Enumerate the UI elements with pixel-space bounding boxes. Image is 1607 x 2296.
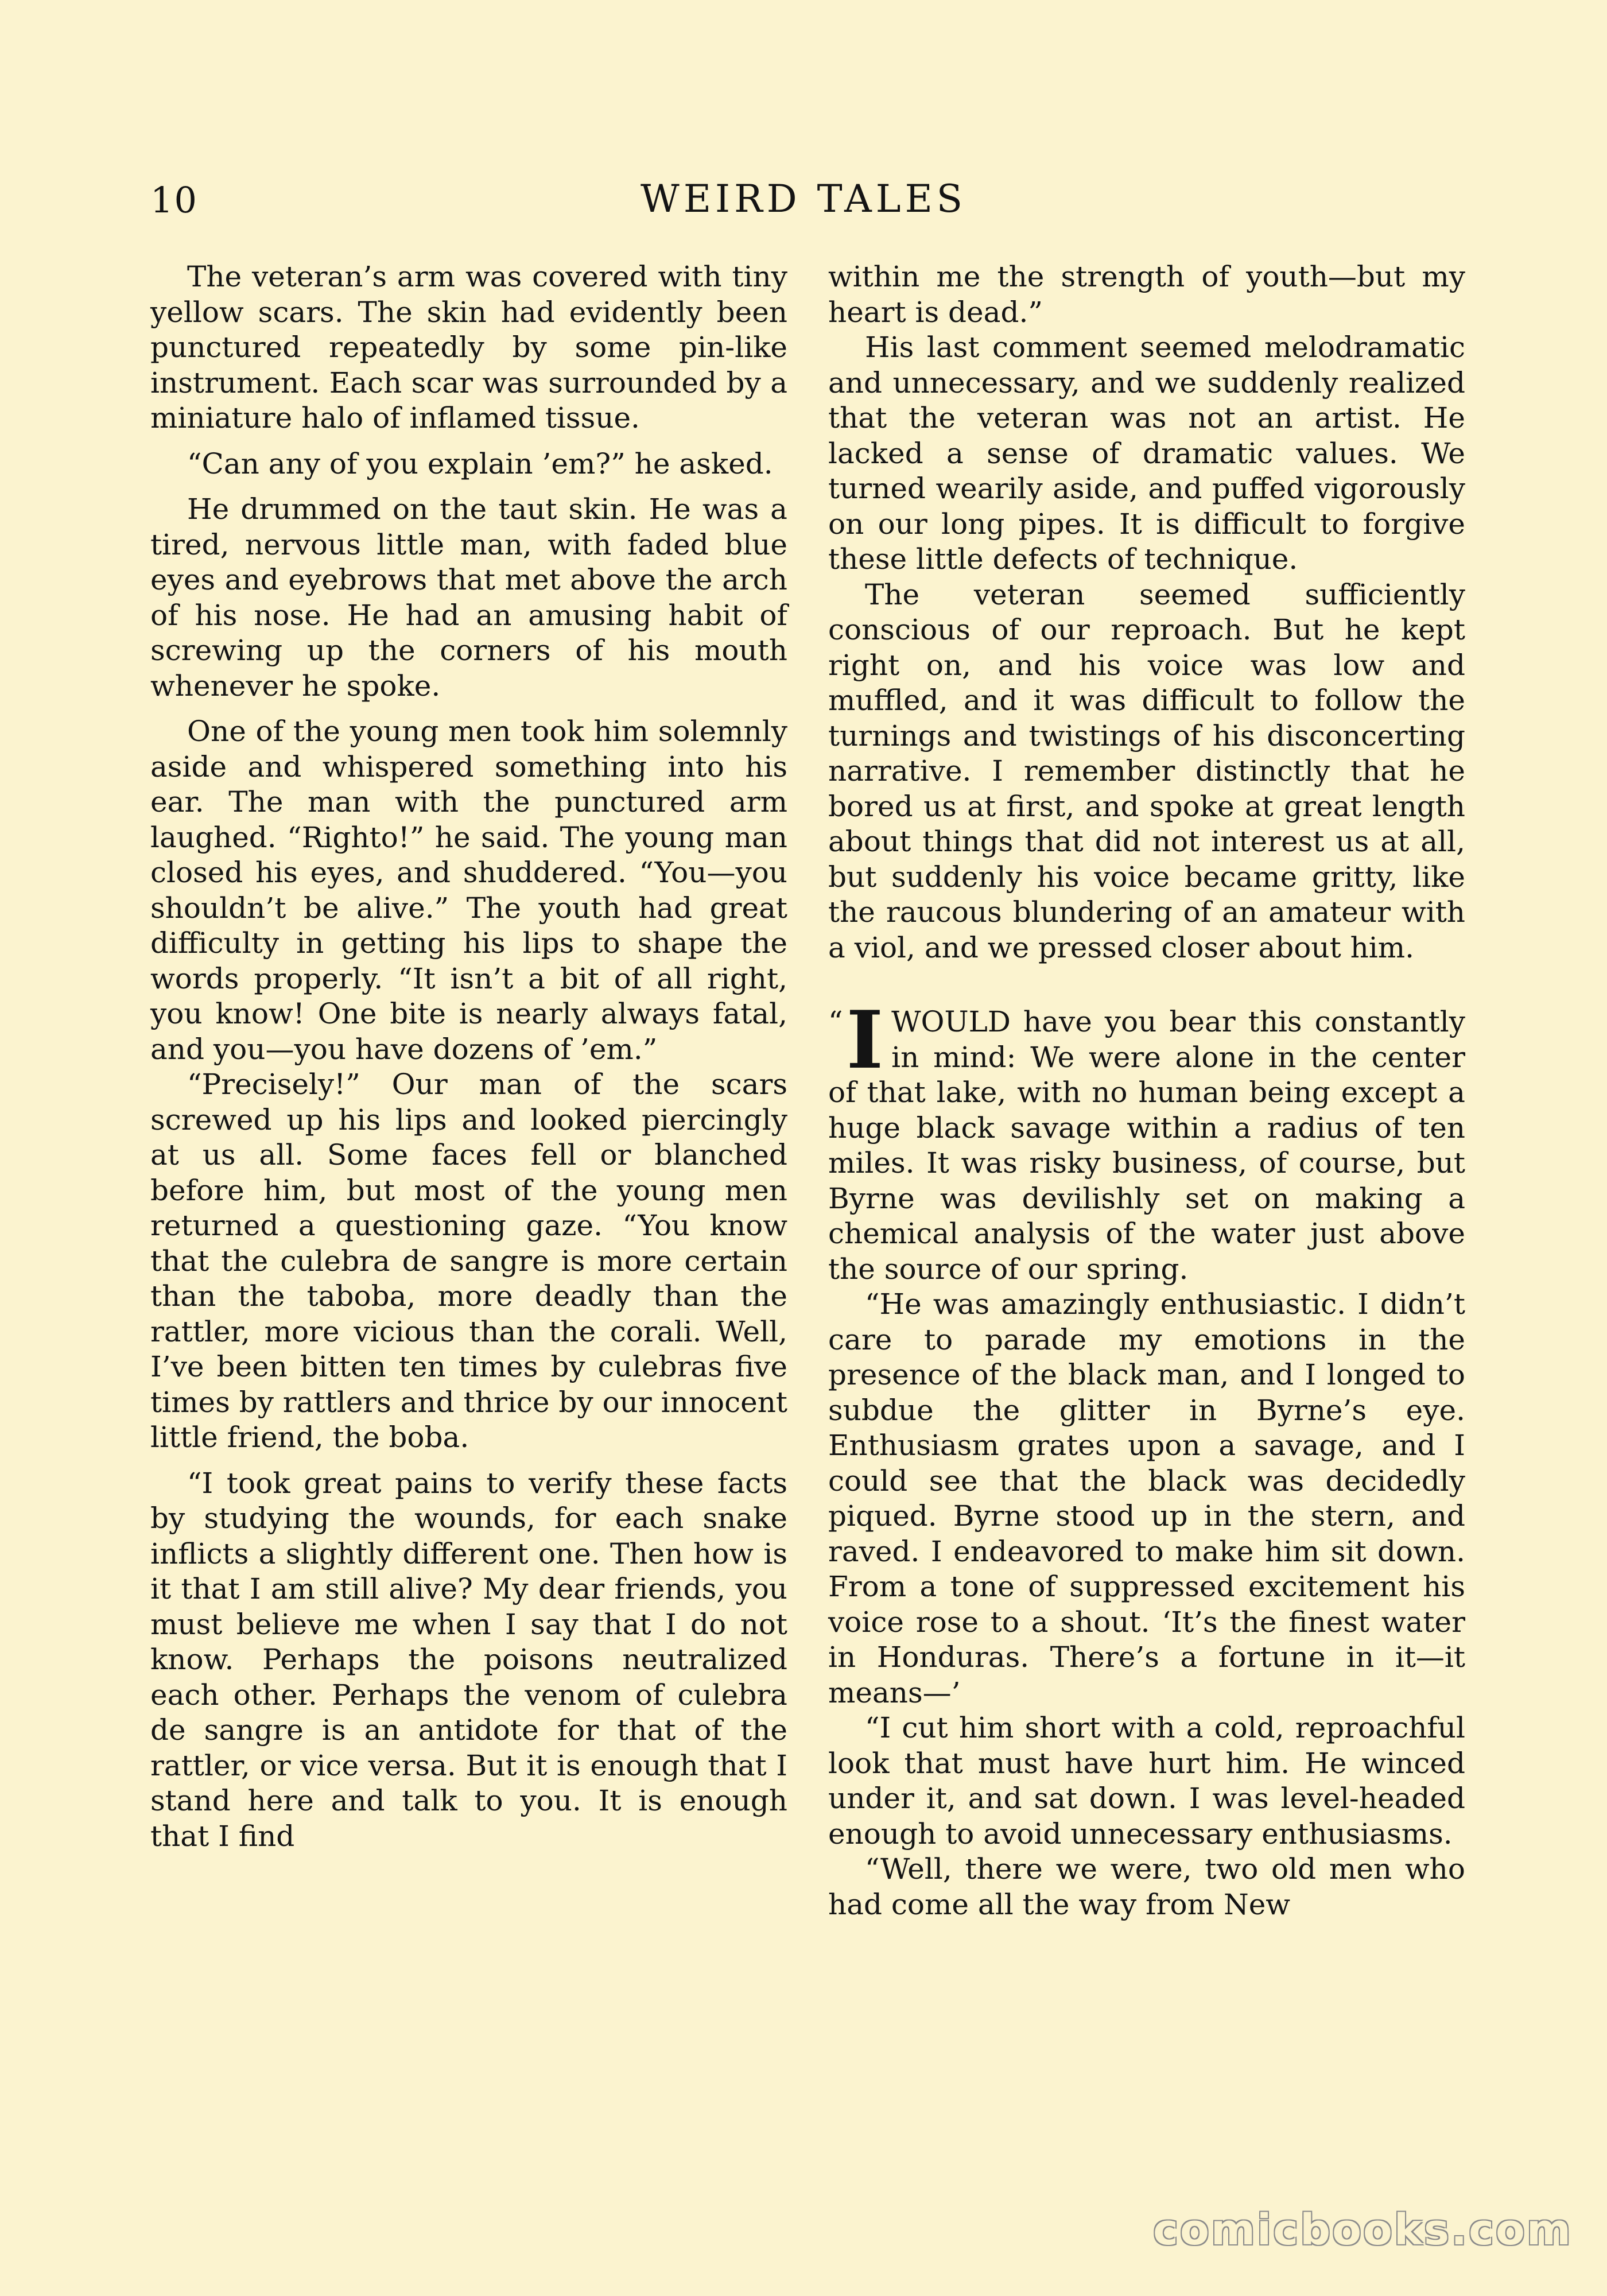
drop-cap: I <box>846 993 884 1087</box>
paragraph: The veteran’s arm was covered with tiny yellow scars. The skin had evidently been punctured repeatedly by some pin-like instrument. Each scar was surrounded by a miniature halo of inflamed tissue. <box>150 260 787 435</box>
paragraph: “Well, there we were, two old men who had come all the way from New <box>828 1852 1465 1921</box>
opening-quote: “ <box>828 1005 843 1038</box>
paragraph: “He was amazingly enthusiastic. I didn’t care to parade my emotions in the presence of the black man, and I longed to subdue the glitter in Byrne’s eye. Enthusiasm grates upon a savage, and I could see that the black was decidedly piqued. Byrne stood up in the stern, and raved. I endeavored to make him sit down. From a tone of suppressed excitement his voice rose to a shout. ‘It’s the finest water in Honduras. There’s a fortune in it—it means—’ <box>828 1287 1465 1709</box>
running-head-title: WEIRD TALES <box>641 177 966 221</box>
left-column <box>150 259 787 1854</box>
paragraph: One of the young men took him solemnly aside and whispered something into his ear. The man with the punctured arm laughed. “Righto!” he said. The young man closed his eyes, and shuddered. “You—you shouldn’t be alive.” The youth had great difficulty in getting his lips to shape the words properly. “It isn’t a bit of all right, you know! One bite is nearly always fatal, and you—you have dozens of ’em.” <box>150 715 787 1066</box>
paragraph: He drummed on the taut skin. He was a tired, nervous little man, with faded blue eyes and eyebrows that met above the arch of his nose. He had an amusing habit of screwing up the corners of his mouth whenever he spoke. <box>150 492 787 703</box>
section-text: WOULD have you bear this constantly in mind: We were alone in the center of that lake, with no human being except a huge black savage within a radius of ten miles. It was risky business, of course, but Byrne was devilishly set on making a chemical analysis of the water just above the source of our spring. <box>828 1005 1465 1286</box>
section-opening-paragraph <box>828 993 1465 1287</box>
paragraph: The veteran seemed sufficiently conscious of our reproach. But he kept right on, and his voice was low and muffled, and it was difficult to follow the turnings and twistings of his disconcerting narrative. I remember distinctly that he bored us at first, and spoke at great length about things that did not interest us at all, but suddenly his voice became gritty, like the raucous blundering of an amateur with a viol, and we pressed closer about him. <box>828 577 1465 964</box>
paragraph: “Can any of you explain ’em?” he asked. <box>187 447 773 480</box>
right-column <box>828 259 1465 1922</box>
page-number: 10 <box>150 179 198 221</box>
watermark-logo: comicbooks.com <box>1153 2205 1573 2255</box>
paragraph: “Precisely!” Our man of the scars screwed up his lips and looked piercingly at us all. Some faces fell or blanched before him, but most of the young men returned a questioning gaze. “You know that the culebra de sangre is more certain than the taboba, more deadly than the rattler, more vicious than the corali. Well, I’ve been bitten ten times by culebras five times by rattlers and thrice by our innocent little friend, the boba. <box>150 1068 787 1454</box>
paragraph: “I cut him short with a cold, reproachful look that must have hurt him. He winced under it, and sat down. I was level-headed enough to avoid unnecessary enthusiasms. <box>828 1711 1465 1851</box>
paragraph: “I took great pains to verify these facts by studying the wounds, for each snake inflicts a slightly different one. Then how is it that I am still alive? My dear friends, you must believe me when I say that I do not know. Perhaps the poisons neutralized each other. Perhaps the venom of culebra de sangre is an antidote for that of the rattler, or vice versa. But it is enough that I stand here and talk to you. It is enough that I find <box>150 1466 787 1853</box>
continued-paragraph: within me the strength of youth—but my heart is dead.” <box>828 260 1465 329</box>
paragraph: His last comment seemed melodramatic and unnecessary, and we suddenly realized that the veteran was not an artist. He lacked a sense of dramatic values. We turned wearily aside, and puffed vigorously on our long pipes. It is difficult to forgive these little defects of technique. <box>828 331 1465 576</box>
